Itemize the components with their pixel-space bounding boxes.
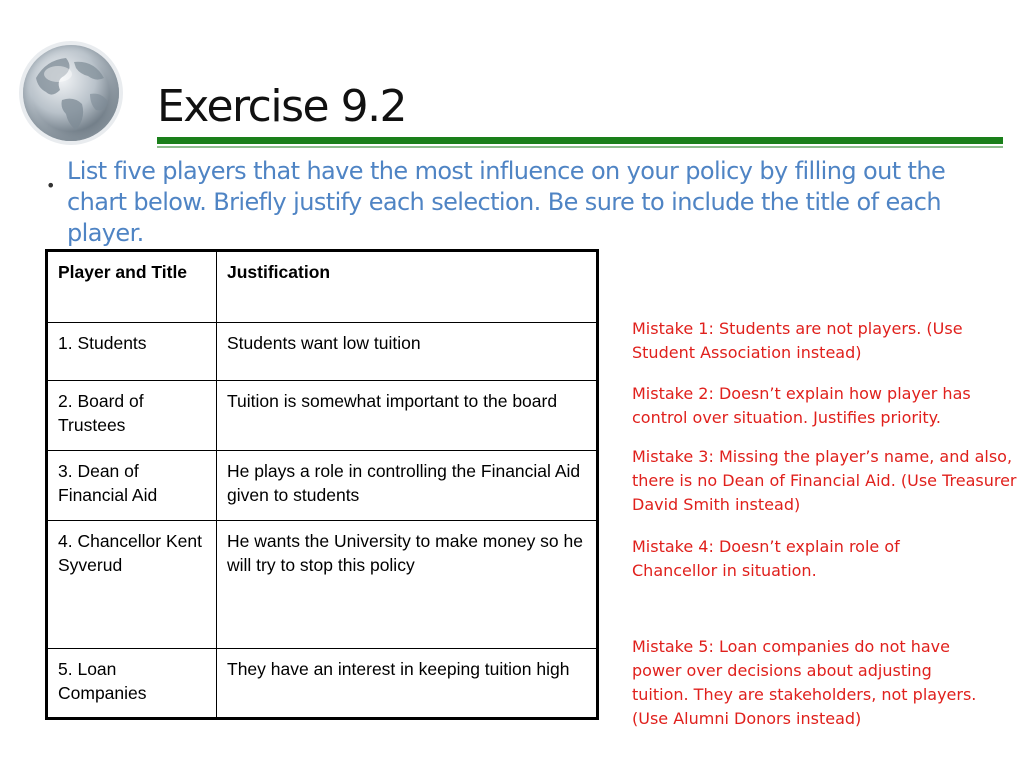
- table-row: [47, 323, 598, 381]
- player-cell: 3. Dean of Financial Aid: [47, 451, 217, 521]
- player-cell: 2. Board of Trustees: [47, 381, 217, 451]
- mistake-text: Loan companies do not have power over decisions about adjusting tuition. They are stakeholders, not players. (Use Alumni Donors instead): [632, 637, 977, 728]
- mistake-label: Mistake 1:: [632, 319, 714, 338]
- slide-title: Exercise 9.2: [157, 81, 407, 132]
- mistake-text: Missing the player’s name, and also, there is no Dean of Financial Aid. (Use Treasurer David Smith instead): [632, 447, 1017, 514]
- player-cell: 4. Chancellor Kent Syverud: [47, 521, 217, 649]
- justification-cell: Tuition is somewhat important to the board: [217, 381, 598, 451]
- table-row: [47, 381, 598, 451]
- instruction-bullet: List five players that have the most influence on your policy by filling out the chart below. Briefly justify each selection. Be sure to include the title of each player.: [67, 157, 946, 247]
- mistake-text: Doesn’t explain role of Chancellor in situation.: [632, 537, 900, 580]
- table-row: [47, 451, 598, 521]
- mistake-text: Doesn’t explain how player has control over situation. Justifies priority.: [632, 384, 971, 427]
- player-cell: 5. Loan Companies: [47, 649, 217, 719]
- mistake-note-3: [632, 445, 1020, 517]
- title-underline-thin: [157, 146, 1003, 148]
- mistake-note-4: [632, 535, 932, 583]
- header-player: Player and Title: [47, 251, 217, 323]
- mistake-label: Mistake 4:: [632, 537, 714, 556]
- bullet-icon: •: [46, 176, 56, 195]
- players-table: [45, 249, 599, 720]
- justification-cell: They have an interest in keeping tuition high: [217, 649, 598, 719]
- justification-cell: Students want low tuition: [217, 323, 598, 381]
- table-row: [47, 521, 598, 649]
- table-header-row: [47, 251, 598, 323]
- globe-icon: [16, 38, 126, 148]
- justification-cell: He wants the University to make money so he will try to stop this policy: [217, 521, 598, 649]
- justification-cell: He plays a role in controlling the Financial Aid given to students: [217, 451, 598, 521]
- mistake-label: Mistake 2:: [632, 384, 714, 403]
- title-underline: [157, 137, 1003, 144]
- header-justification: Justification: [217, 251, 598, 323]
- player-cell: 1. Students: [47, 323, 217, 381]
- mistake-note-2: [632, 382, 1002, 430]
- mistake-text: Students are not players. (Use Student Association instead): [632, 319, 963, 362]
- table-row: [47, 649, 598, 719]
- mistake-note-1: [632, 317, 1002, 365]
- mistake-label: Mistake 5:: [632, 637, 714, 656]
- mistake-label: Mistake 3:: [632, 447, 714, 466]
- mistake-note-5: [632, 635, 982, 731]
